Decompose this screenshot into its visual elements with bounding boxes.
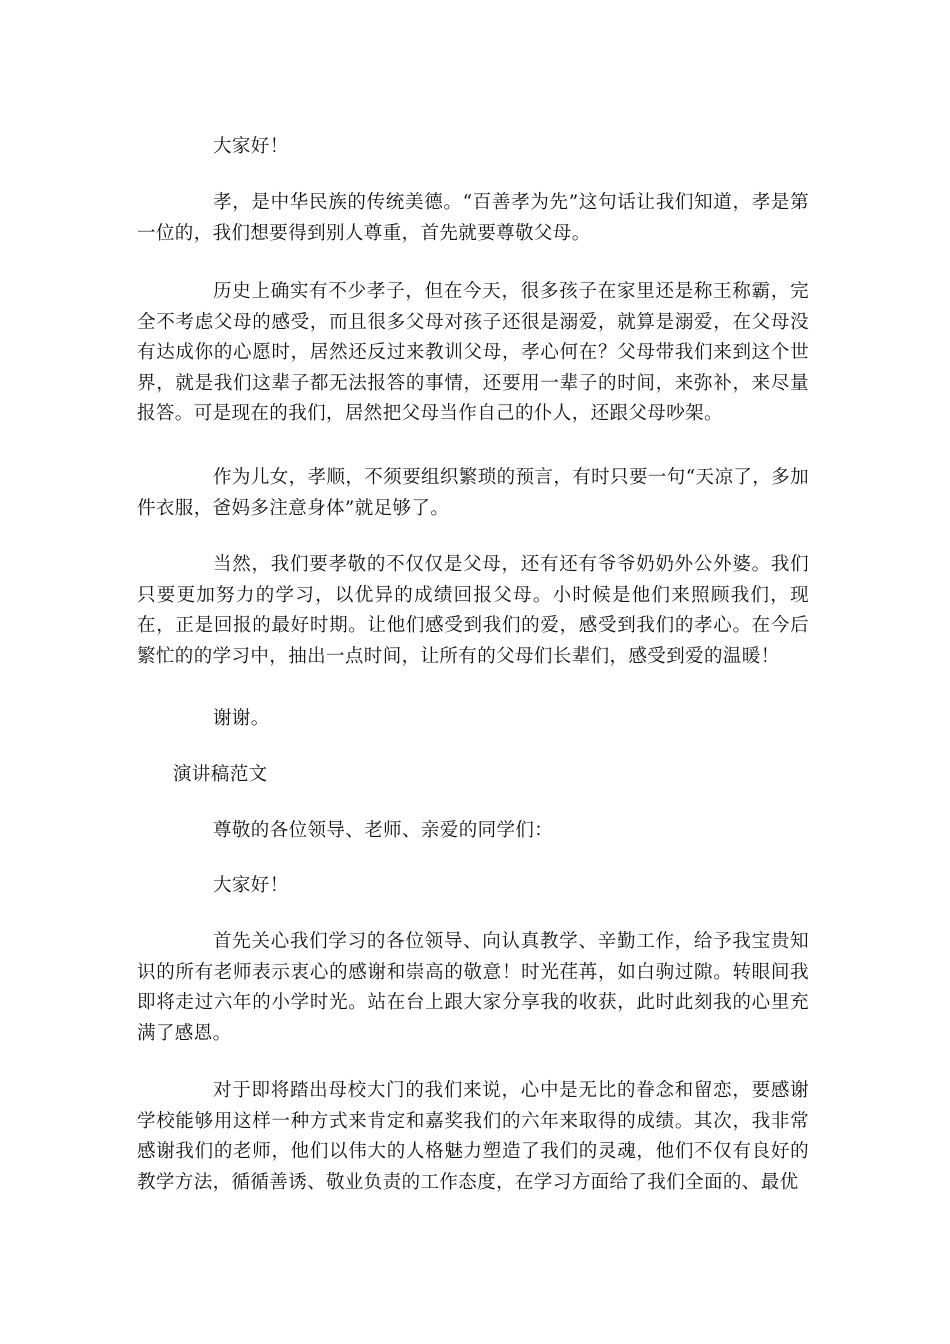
- greeting-1: 大家好！: [213, 136, 289, 157]
- paragraph-thanks-teachers: 对于即将踏出母校大门的我们来说，心中是无比的眷念和留恋，要感谢学校能够用这样一种方式来肯定和嘉奖我们的六年来取得的成绩。其次，我非常感谢我们的老师，他们以伟大的人格魅力塑造了我们的灵魂，他们不仅有良好的教学方法，循循善诱、敬业负责的工作态度，在学习方面给了我们全面的、最优: [137, 1080, 809, 1193]
- paragraph-filial-piety-intro: 孝，是中华民族的传统美德。“百善孝为先”这句话让我们知道，孝是第一位的，我们想要得到别人尊重，首先就要尊敬父母。: [137, 192, 809, 244]
- closing-thanks: 谢谢。: [213, 708, 270, 729]
- salutation: 尊敬的各位领导、老师、亲爱的同学们：: [213, 820, 554, 841]
- paragraph-history: 历史上确实有不少孝子，但在今天，很多孩子在家里还是称王称霸，完全不考虑父母的感受，而且很多父母对孩子还很是溺爱，就算是溺爱，在父母没有达成你的心愿时，居然还反过来教训父母，孝心何在？父母带我们来到这个世界，就是我们这辈子都无法报答的事情，还要用一辈子的时间，来弥补，来尽量报答。可是现在的我们，居然把父母当作自己的仆人，还跟父母吵架。: [137, 281, 809, 425]
- paragraph-gratitude: 首先关心我们学习的各位领导、向认真教学、辛勤工作，给予我宝贵知识的所有老师表示衷心的感谢和崇高的敬意！时光荏苒，如白驹过隙。转眼间我即将走过六年的小学时光。站在台上跟大家分享我的收获，此时此刻我的心里充满了感恩。: [137, 931, 809, 1044]
- paragraph-children-duty: 作为儿女，孝顺，不须要组织繁琐的预言，有时只要一句“天凉了，多加件衣服，爸妈多注意身体”就足够了。: [137, 467, 809, 519]
- paragraph-respect-elders: 当然，我们要孝敬的不仅仅是父母，还有还有爷爷奶奶外公外婆。我们只要更加努力的学习，以优异的成绩回报父母。小时候是他们来照顾我们，现在，正是回报的最好时期。让他们感受到我们的爱，感受到我们的孝心。在今后繁忙的的学习中，抽出一点时间，让所有的父母们长辈们，感受到爱的温暖！: [137, 554, 809, 667]
- greeting-2: 大家好！: [213, 875, 289, 896]
- section-title: 演讲稿范文: [173, 764, 268, 785]
